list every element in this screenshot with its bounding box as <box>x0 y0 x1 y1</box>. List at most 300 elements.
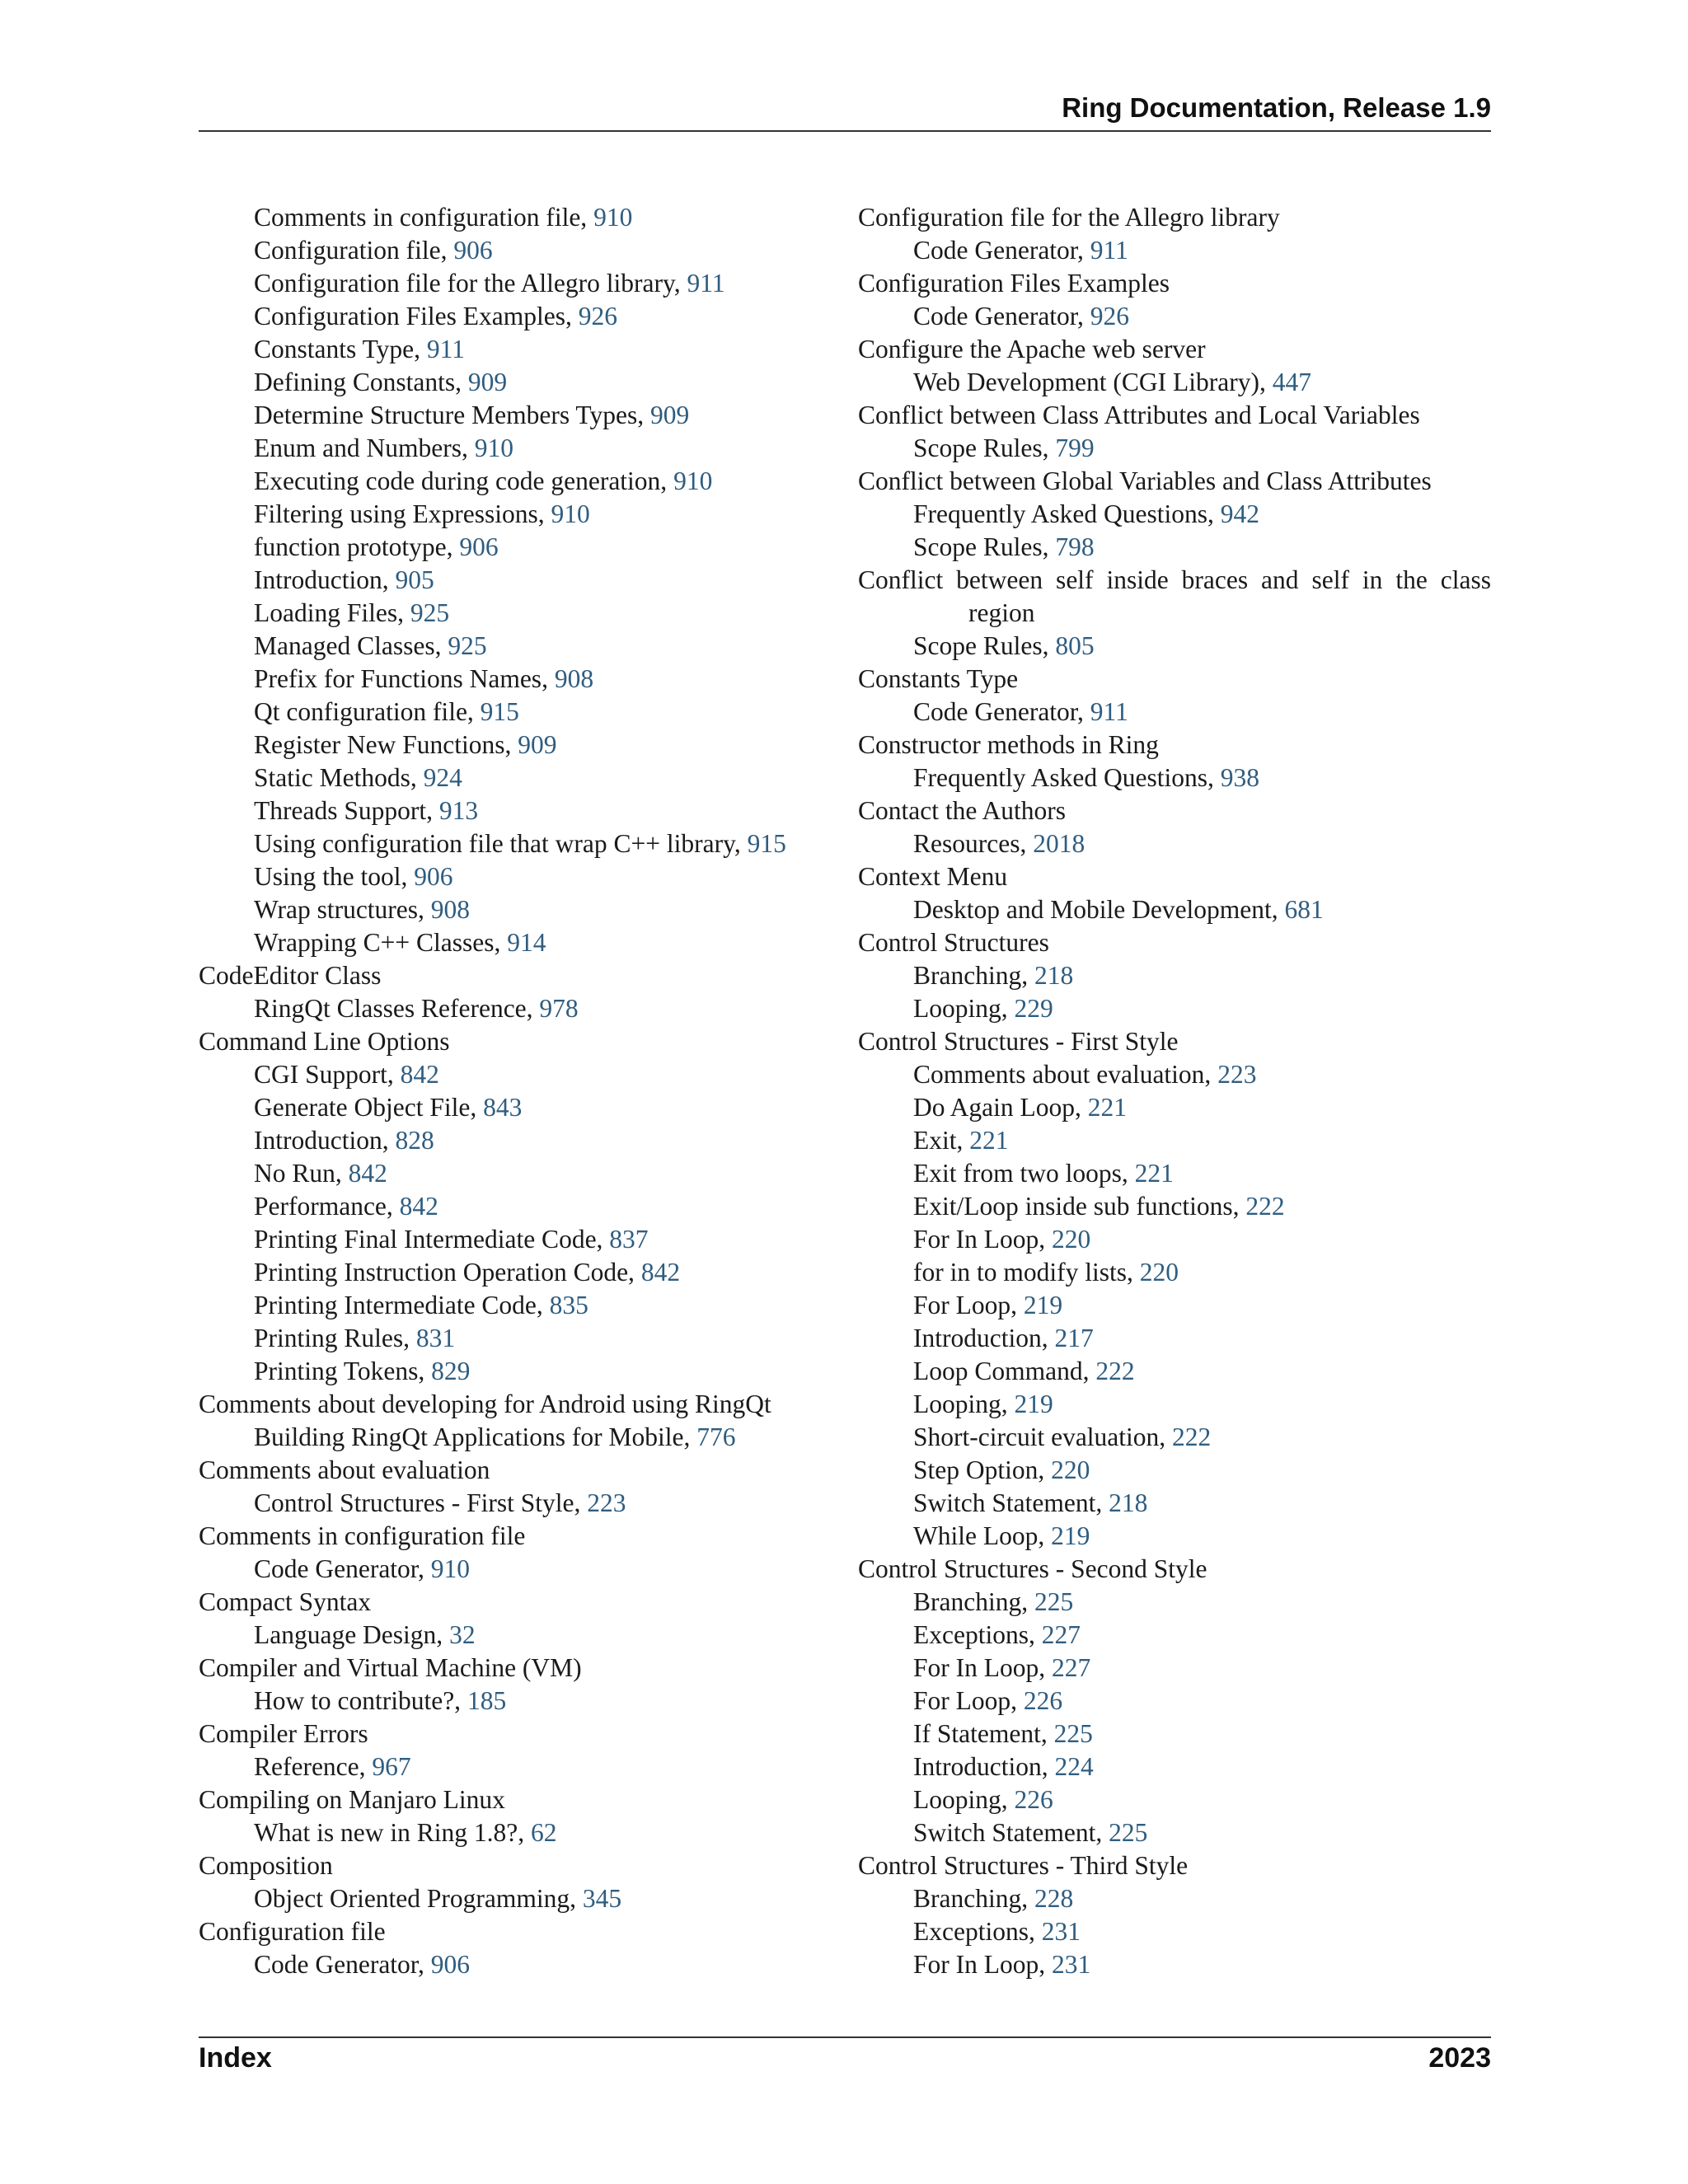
page-number-link[interactable]: 223 <box>1217 1060 1257 1089</box>
page-number-link[interactable]: 220 <box>1051 1455 1090 1484</box>
index-subentry <box>199 564 825 597</box>
index-subentry <box>199 201 825 234</box>
index-subentry <box>858 1619 1491 1652</box>
entry-label: Configuration file for the Allegro library <box>858 203 1280 232</box>
entry-label: Introduction, <box>913 1752 1055 1781</box>
entry-label: Executing code during code generation, <box>254 466 674 495</box>
entry-label: Branching, <box>913 1587 1034 1616</box>
index-term <box>858 201 1491 234</box>
index-subentry <box>858 432 1491 465</box>
page-number-link[interactable]: 224 <box>1054 1752 1094 1781</box>
entry-label: Compiler and Virtual Machine (VM) <box>199 1653 582 1682</box>
index-term <box>199 959 825 992</box>
index-term <box>858 794 1491 827</box>
index-subentry <box>858 1750 1491 1783</box>
footer-section-label: Index <box>199 2042 272 2074</box>
page-number-link[interactable]: 218 <box>1109 1488 1148 1517</box>
index-subentry <box>858 300 1491 333</box>
entry-label: Looping, <box>913 994 1015 1023</box>
index-subentry <box>858 234 1491 267</box>
index-subentry <box>199 992 825 1025</box>
entry-label: For In Loop, <box>913 1950 1052 1979</box>
page-number-link[interactable]: 223 <box>587 1488 626 1517</box>
page-number-link[interactable]: 906 <box>459 532 499 561</box>
entry-label: Scope Rules, <box>913 532 1056 561</box>
index-term-continuation <box>858 597 1491 630</box>
entry-label: Performance, <box>254 1192 400 1221</box>
index-subentry <box>199 1619 825 1652</box>
entry-label: Control Structures <box>858 928 1049 957</box>
entry-label: Control Structures - First Style <box>858 1027 1179 1056</box>
entry-label: for in to modify lists, <box>913 1258 1140 1286</box>
page-number-link[interactable]: 938 <box>1220 763 1259 792</box>
index-subentry <box>199 1355 825 1388</box>
page-number-link[interactable]: 225 <box>1034 1587 1074 1616</box>
entry-label: function prototype, <box>254 532 460 561</box>
running-header: Ring Documentation, Release 1.9 <box>1062 92 1491 123</box>
index-subentry <box>199 1421 825 1454</box>
entry-label: Branching, <box>913 1884 1034 1913</box>
entry-label: Configuration file for the Allegro library, <box>254 269 687 298</box>
index-term <box>199 1783 825 1816</box>
entry-label: How to contribute?, <box>254 1686 467 1715</box>
index-subentry <box>199 1190 825 1223</box>
index-subentry <box>199 1487 825 1520</box>
entry-label: Command Line Options <box>199 1027 450 1056</box>
page-number-link[interactable]: 222 <box>1095 1357 1135 1385</box>
entry-label: Loading Files, <box>254 598 410 627</box>
index-subentry <box>858 1718 1491 1750</box>
entry-label: Constants Type <box>858 664 1019 693</box>
entry-label: Code Generator, <box>913 236 1090 265</box>
page-number-link[interactable]: 926 <box>1090 302 1130 330</box>
page-number-link[interactable]: 221 <box>969 1126 1009 1155</box>
index-subentry <box>199 1685 825 1718</box>
index-subentry <box>199 1058 825 1091</box>
index-subentry <box>199 1322 825 1355</box>
page-number-link[interactable]: 220 <box>1052 1225 1091 1254</box>
page-number-link[interactable]: 221 <box>1134 1159 1174 1188</box>
entry-label: For Loop, <box>913 1291 1024 1319</box>
page-number-link[interactable]: 909 <box>518 730 557 759</box>
index-subentry <box>858 1685 1491 1718</box>
index-subentry <box>199 1289 825 1322</box>
page-number-link[interactable]: 219 <box>1051 1521 1090 1550</box>
index-subentry <box>199 794 825 827</box>
entry-label: Frequently Asked Questions, <box>913 499 1221 528</box>
page-number-link[interactable]: 222 <box>1172 1422 1212 1451</box>
entry-label: Reference, <box>254 1752 373 1781</box>
index-subentry <box>199 729 825 762</box>
entry-label: Configuration file <box>199 1917 386 1946</box>
index-term <box>858 1849 1491 1882</box>
index-term <box>199 1849 825 1882</box>
page-number-link[interactable]: 837 <box>609 1225 649 1254</box>
entry-label: Configuration file, <box>254 236 454 265</box>
entry-label: RingQt Classes Reference, <box>254 994 540 1023</box>
entry-label: Static Methods, <box>254 763 424 792</box>
footer-page-number: 2023 <box>1428 2042 1491 2074</box>
page-number-link[interactable]: 226 <box>1023 1686 1063 1715</box>
page-number-link[interactable]: 910 <box>551 499 590 528</box>
index-term <box>199 1915 825 1948</box>
index-subentry <box>858 1882 1491 1915</box>
page-number-link[interactable]: 226 <box>1014 1785 1053 1814</box>
entry-label: Resources, <box>913 829 1034 858</box>
index-subentry <box>199 597 825 630</box>
entry-label: Printing Final Intermediate Code, <box>254 1225 610 1254</box>
entry-label: Switch Statement, <box>913 1488 1109 1517</box>
entry-label: Using configuration file that wrap C++ library, <box>254 829 748 858</box>
index-term <box>199 1652 825 1685</box>
entry-label: Scope Rules, <box>913 631 1056 660</box>
entry-label: Configuration Files Examples, <box>254 302 579 330</box>
index-term <box>858 1553 1491 1586</box>
page-number-link[interactable]: 906 <box>430 1950 471 1979</box>
entry-label: Defining Constants, <box>254 368 468 396</box>
index-subentry <box>858 1322 1491 1355</box>
entry-label: If Statement, <box>913 1719 1054 1748</box>
index-subentry <box>858 696 1491 729</box>
header-rule <box>199 130 1491 132</box>
entry-label: Control Structures - Second Style <box>858 1554 1207 1583</box>
index-subentry <box>858 1091 1491 1124</box>
entry-label: Exit from two loops, <box>913 1159 1135 1188</box>
page-number-link[interactable]: 909 <box>467 368 508 396</box>
entry-label: Configure the Apache web server <box>858 335 1206 363</box>
entry-label: Qt configuration file, <box>254 697 481 726</box>
page-number-link[interactable]: 842 <box>399 1192 438 1221</box>
index-subentry <box>858 1520 1491 1553</box>
entry-label: Object Oriented Programming, <box>254 1884 583 1913</box>
index-subentry <box>199 498 825 531</box>
index-subentry <box>199 531 825 564</box>
page-number-link[interactable]: 906 <box>453 236 493 265</box>
index-column-left <box>199 201 825 1981</box>
entry-label: Composition <box>199 1851 333 1880</box>
index-term <box>199 1718 825 1750</box>
index-subentry <box>858 1058 1491 1091</box>
index-subentry <box>858 1256 1491 1289</box>
index-term <box>858 860 1491 893</box>
index-subentry <box>858 1421 1491 1454</box>
index-term <box>199 1586 825 1619</box>
entry-label: Do Again Loop, <box>913 1093 1088 1122</box>
page-number-link[interactable]: 218 <box>1034 961 1074 990</box>
index-term <box>858 729 1491 762</box>
entry-label: Compact Syntax <box>199 1587 372 1616</box>
entry-label: For In Loop, <box>913 1225 1052 1254</box>
page-number-link[interactable]: 799 <box>1055 434 1095 462</box>
page-number-link[interactable]: 978 <box>539 994 579 1023</box>
entry-label: Frequently Asked Questions, <box>913 763 1221 792</box>
page-number-link[interactable]: 227 <box>1052 1653 1091 1682</box>
page-number-link[interactable]: 222 <box>1245 1192 1285 1221</box>
entry-label: Register New Functions, <box>254 730 518 759</box>
index-subentry <box>199 630 825 663</box>
page-number-link[interactable]: 911 <box>426 335 465 363</box>
page-number-link[interactable]: 911 <box>687 269 725 298</box>
entry-label: Scope Rules, <box>913 434 1056 462</box>
index-subentry <box>199 663 825 696</box>
entry-label: Using the tool, <box>254 862 415 891</box>
entry-label: Exceptions, <box>913 1620 1042 1649</box>
footer-rule <box>199 2036 1491 2038</box>
index-subentry <box>858 1190 1491 1223</box>
entry-label: Loop Command, <box>913 1357 1096 1385</box>
index-subentry <box>199 1948 825 1981</box>
index-term <box>858 399 1491 432</box>
entry-label: region <box>968 598 1035 627</box>
index-subentry <box>858 1783 1491 1816</box>
index-subentry <box>858 959 1491 992</box>
entry-label: For Loop, <box>913 1686 1024 1715</box>
page-number-link[interactable]: 913 <box>438 796 479 825</box>
entry-label: Managed Classes, <box>254 631 448 660</box>
entry-label: Conflict between Global Variables and Class Attributes <box>858 466 1432 495</box>
entry-label: Compiling on Manjaro Linux <box>199 1785 505 1814</box>
entry-label: Contact the Authors <box>858 796 1066 825</box>
entry-label: Comments in configuration file <box>199 1521 526 1550</box>
index-term <box>199 1520 825 1553</box>
entry-label: Control Structures - Third Style <box>858 1851 1189 1880</box>
index-subentry <box>199 696 825 729</box>
index-subentry <box>858 531 1491 564</box>
page-number-link[interactable]: 843 <box>483 1093 523 1122</box>
page-number-link[interactable]: 217 <box>1054 1324 1094 1352</box>
page-number-link[interactable]: 842 <box>400 1060 439 1089</box>
entry-label: Desktop and Mobile Development, <box>913 895 1285 924</box>
index-subentry <box>858 1289 1491 1322</box>
entry-label: Introduction, <box>913 1324 1055 1352</box>
entry-label: Switch Statement, <box>913 1818 1109 1847</box>
entry-label: Web Development (CGI Library), <box>913 368 1273 396</box>
entry-label: Comments about evaluation <box>199 1455 490 1484</box>
page-number-link[interactable]: 828 <box>395 1126 434 1155</box>
page-number-link[interactable]: 909 <box>649 401 690 429</box>
entry-label: Comments in configuration file, <box>254 203 594 232</box>
entry-label: Code Generator, <box>254 1950 431 1979</box>
entry-label: Printing Instruction Operation Code, <box>254 1258 641 1286</box>
page-number-link[interactable]: 228 <box>1034 1884 1074 1913</box>
page-number-link[interactable]: 915 <box>480 697 519 726</box>
page-number-link[interactable]: 831 <box>415 1324 456 1352</box>
page-number-link[interactable]: 227 <box>1041 1620 1081 1649</box>
entry-label: Constants Type, <box>254 335 427 363</box>
entry-label: Threads Support, <box>254 796 439 825</box>
page-number-link[interactable]: 231 <box>1041 1917 1081 1946</box>
page-number-link[interactable]: 829 <box>431 1357 471 1385</box>
page-number-link[interactable]: 908 <box>554 664 594 693</box>
entry-label: Printing Tokens, <box>254 1357 432 1385</box>
index-subentry <box>858 1915 1491 1948</box>
entry-label: Constructor methods in Ring <box>858 730 1159 759</box>
entry-label: Looping, <box>913 1390 1015 1418</box>
page-number-link[interactable]: 805 <box>1055 631 1095 660</box>
index-subentry <box>199 1157 825 1190</box>
entry-label: Exceptions, <box>913 1917 1042 1946</box>
page-number-link[interactable]: 220 <box>1139 1258 1179 1286</box>
page-number-link[interactable]: 62 <box>530 1818 557 1847</box>
index-subentry <box>199 1256 825 1289</box>
index-subentry <box>858 762 1491 794</box>
index-subentry <box>199 1816 825 1849</box>
entry-label: Introduction, <box>254 565 396 594</box>
entry-label: Configuration Files Examples <box>858 269 1170 298</box>
page-number-link[interactable]: 2018 <box>1033 829 1085 858</box>
index-subentry <box>858 1388 1491 1421</box>
index-term <box>858 465 1491 498</box>
entry-label: Step Option, <box>913 1455 1052 1484</box>
index-term <box>858 1025 1491 1058</box>
page-number-link[interactable]: 842 <box>348 1159 387 1188</box>
page-number-link[interactable]: 906 <box>414 862 453 891</box>
entry-label: Printing Rules, <box>254 1324 416 1352</box>
index-subentry <box>858 893 1491 926</box>
index-term <box>199 1454 825 1487</box>
page-number-link[interactable]: 910 <box>593 203 633 232</box>
page-number-link[interactable]: 910 <box>430 1554 471 1583</box>
entry-label: Context Menu <box>858 862 1008 891</box>
page-number-link[interactable]: 219 <box>1014 1390 1053 1418</box>
entry-label: Code Generator, <box>913 302 1090 330</box>
entry-label: Branching, <box>913 961 1034 990</box>
index-subentry <box>199 465 825 498</box>
entry-label: Short-circuit evaluation, <box>913 1422 1173 1451</box>
page-number-link[interactable]: 345 <box>582 1884 622 1913</box>
page-number-link[interactable]: 911 <box>1090 697 1128 726</box>
index-term <box>858 564 1491 597</box>
index-term <box>858 333 1491 366</box>
index-subentry <box>199 926 825 959</box>
page-number-link[interactable]: 967 <box>372 1752 411 1781</box>
page-number-link[interactable]: 185 <box>467 1686 507 1715</box>
page-number-link[interactable]: 842 <box>640 1258 681 1286</box>
entry-label: Printing Intermediate Code, <box>254 1291 550 1319</box>
entry-label: CodeEditor Class <box>199 961 382 990</box>
page-number-link[interactable]: 231 <box>1052 1950 1091 1979</box>
entry-label: Generate Object File, <box>254 1093 484 1122</box>
entry-label: Introduction, <box>254 1126 396 1155</box>
index-term <box>858 926 1491 959</box>
index-subentry <box>858 366 1491 399</box>
index-subentry <box>199 860 825 893</box>
page-number-link[interactable]: 219 <box>1023 1291 1063 1319</box>
page-number-link[interactable]: 910 <box>474 434 513 462</box>
page-number-link[interactable]: 776 <box>696 1422 736 1451</box>
entry-label: Exit, <box>913 1126 970 1155</box>
page-number-link[interactable]: 911 <box>1090 236 1128 265</box>
index-subentry <box>858 1157 1491 1190</box>
index-term <box>199 1388 825 1421</box>
index-subentry <box>858 1454 1491 1487</box>
entry-label: Conflict between Class Attributes and Local Variables <box>858 401 1420 429</box>
entry-label: Conflict between self inside braces and self in the class <box>858 565 1491 594</box>
page-number-link[interactable]: 32 <box>449 1620 476 1649</box>
page-number-link[interactable]: 925 <box>448 631 487 660</box>
page-number-link[interactable]: 914 <box>507 928 546 957</box>
index-subentry <box>199 762 825 794</box>
page-number-link[interactable]: 221 <box>1087 1093 1127 1122</box>
index-term <box>199 1025 825 1058</box>
entry-label: Prefix for Functions Names, <box>254 664 555 693</box>
index-term <box>858 267 1491 300</box>
entry-label: Language Design, <box>254 1620 450 1649</box>
page-number-link[interactable]: 229 <box>1014 994 1053 1023</box>
index-subentry <box>199 333 825 366</box>
page-number-link[interactable]: 908 <box>430 895 471 924</box>
page-number-link[interactable]: 835 <box>549 1291 588 1319</box>
page-number-link[interactable]: 905 <box>395 565 434 594</box>
entry-label: Determine Structure Members Types, <box>254 401 650 429</box>
index-subentry <box>858 1652 1491 1685</box>
index-subentry <box>858 630 1491 663</box>
index-subentry <box>199 1091 825 1124</box>
index-subentry <box>199 1124 825 1157</box>
index-subentry <box>199 267 825 300</box>
entry-label: Looping, <box>913 1785 1015 1814</box>
index-subentry <box>199 893 825 926</box>
entry-label: Code Generator, <box>254 1554 431 1583</box>
entry-label: Wrapping C++ Classes, <box>254 928 508 957</box>
index-subentry <box>858 1355 1491 1388</box>
entry-label: No Run, <box>254 1159 349 1188</box>
page-number-link[interactable]: 225 <box>1109 1818 1148 1847</box>
index-subentry <box>858 827 1491 860</box>
index-subentry <box>199 300 825 333</box>
index-term <box>858 663 1491 696</box>
index-subentry <box>858 1586 1491 1619</box>
page-number-link[interactable]: 926 <box>578 302 617 330</box>
entry-label: While Loop, <box>913 1521 1052 1550</box>
index-subentry <box>199 1223 825 1256</box>
entry-label: Comments about developing for Android using RingQt <box>199 1390 771 1418</box>
entry-label: Comments about evaluation, <box>913 1060 1218 1089</box>
entry-label: For In Loop, <box>913 1653 1052 1682</box>
entry-label: Control Structures - First Style, <box>254 1488 588 1517</box>
entry-label: Enum and Numbers, <box>254 434 475 462</box>
page-number-link[interactable]: 447 <box>1272 368 1311 396</box>
page-number-link[interactable]: 942 <box>1220 499 1259 528</box>
index-subentry <box>858 992 1491 1025</box>
index-subentry <box>858 1948 1491 1981</box>
page-number-link[interactable]: 924 <box>423 763 462 792</box>
index-subentry <box>199 432 825 465</box>
index-subentry <box>199 366 825 399</box>
index-subentry <box>199 399 825 432</box>
index-subentry <box>199 827 825 860</box>
page-number-link[interactable]: 798 <box>1055 532 1095 561</box>
entry-label: Wrap structures, <box>254 895 431 924</box>
entry-label: Building RingQt Applications for Mobile, <box>254 1422 697 1451</box>
page-number-link[interactable]: 225 <box>1053 1719 1093 1748</box>
entry-label: Code Generator, <box>913 697 1090 726</box>
page-number-link[interactable]: 915 <box>747 829 786 858</box>
index-column-right <box>858 201 1491 1981</box>
page-number-link[interactable]: 681 <box>1284 895 1324 924</box>
page-number-link[interactable]: 910 <box>673 466 713 495</box>
index-subentry <box>199 1882 825 1915</box>
index-subentry <box>858 1223 1491 1256</box>
entry-label: Filtering using Expressions, <box>254 499 551 528</box>
page-number-link[interactable]: 925 <box>410 598 450 627</box>
index-subentry <box>858 1124 1491 1157</box>
index-subentry <box>858 1816 1491 1849</box>
index-subentry <box>858 1487 1491 1520</box>
entry-label: Compiler Errors <box>199 1719 368 1748</box>
entry-label: What is new in Ring 1.8?, <box>254 1818 531 1847</box>
index-subentry <box>858 498 1491 531</box>
